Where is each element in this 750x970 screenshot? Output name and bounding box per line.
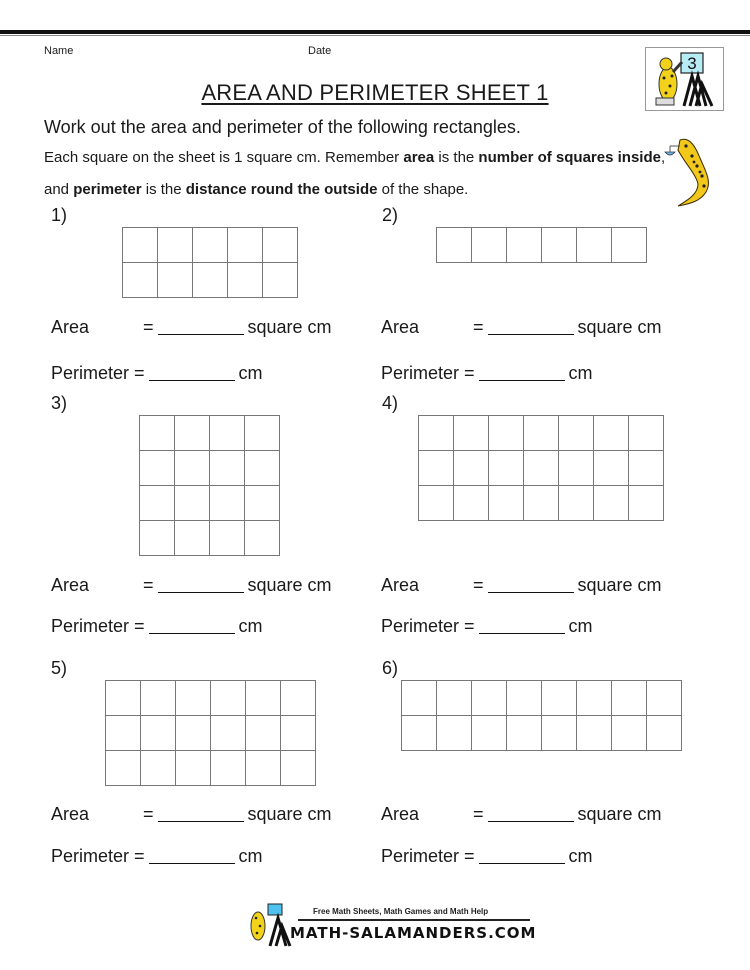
question-2-perimeter-line: Perimeter = cm xyxy=(381,363,593,383)
question-6-area-line: Area = square cm xyxy=(381,804,662,824)
grid-square xyxy=(629,416,664,451)
perimeter-label: Perimeter = xyxy=(381,846,475,866)
question-1-area-line: Area = square cm xyxy=(51,317,332,337)
instructions-intro: Work out the area and perimeter of the following rectangles. xyxy=(44,117,521,137)
question-5-number: 5) xyxy=(51,658,68,678)
grid-square xyxy=(176,681,211,716)
grid-square xyxy=(559,416,594,451)
footer-tagline: Free Math Sheets, Math Games and Math Help xyxy=(313,907,489,916)
grid-square xyxy=(507,681,542,716)
footer-mascot-icon xyxy=(246,902,292,948)
area-answer-blank[interactable] xyxy=(488,803,574,822)
grid-square xyxy=(594,486,629,521)
grid-square xyxy=(175,416,210,451)
question-6-perimeter-line: Perimeter = cm xyxy=(381,846,593,866)
grid-square xyxy=(454,416,489,451)
perimeter-answer-blank[interactable] xyxy=(149,362,235,381)
grid-square xyxy=(507,716,542,751)
grid-square xyxy=(245,451,280,486)
area-answer-blank[interactable] xyxy=(158,316,244,335)
grid-square xyxy=(577,681,612,716)
grid-square xyxy=(472,716,507,751)
perimeter-label: Perimeter = xyxy=(381,616,475,636)
grid-square xyxy=(594,416,629,451)
salamander-scales-icon xyxy=(662,134,718,208)
grid-square xyxy=(524,451,559,486)
question-2-area-line: Area = square cm xyxy=(381,317,662,337)
grid-square xyxy=(472,228,507,263)
grid-square xyxy=(542,716,577,751)
grid-square xyxy=(437,681,472,716)
grid-square xyxy=(629,486,664,521)
grid-square xyxy=(612,228,647,263)
grid-square xyxy=(141,681,176,716)
grid-square xyxy=(524,416,559,451)
footer-rule xyxy=(298,919,530,921)
grid-square xyxy=(577,228,612,263)
grid-square xyxy=(629,451,664,486)
question-1-perimeter-line: Perimeter = cm xyxy=(51,363,263,383)
grid-square xyxy=(594,451,629,486)
grid-square xyxy=(175,486,210,521)
area-answer-blank[interactable] xyxy=(488,574,574,593)
question-3-area-line: Area = square cm xyxy=(51,575,332,595)
grid-square xyxy=(402,681,437,716)
perimeter-answer-blank[interactable] xyxy=(479,362,565,381)
grid-square xyxy=(437,228,472,263)
grid-square xyxy=(210,486,245,521)
grid-square xyxy=(263,228,298,263)
grid-square xyxy=(176,751,211,786)
grid-square xyxy=(176,716,211,751)
question-6-number: 6) xyxy=(382,658,399,678)
grid-square xyxy=(454,486,489,521)
name-label: Name xyxy=(44,45,74,57)
grid-square xyxy=(246,716,281,751)
area-answer-blank[interactable] xyxy=(158,574,244,593)
grid-square xyxy=(228,228,263,263)
grid-square xyxy=(542,681,577,716)
grid-square xyxy=(210,416,245,451)
grid-square xyxy=(123,263,158,298)
grid-square xyxy=(245,416,280,451)
grid-square xyxy=(175,521,210,556)
area-answer-blank[interactable] xyxy=(158,803,244,822)
question-6-grid xyxy=(401,680,682,751)
grid-square xyxy=(246,681,281,716)
question-1-number: 1) xyxy=(51,205,68,225)
grid-square xyxy=(193,228,228,263)
question-3-number: 3) xyxy=(51,393,68,413)
grid-square xyxy=(210,451,245,486)
footer-brand-link[interactable]: MATH-SALAMANDERS.COM xyxy=(290,924,537,942)
grid-square xyxy=(245,486,280,521)
question-3-perimeter-line: Perimeter = cm xyxy=(51,616,263,636)
grid-square xyxy=(437,716,472,751)
question-2-grid xyxy=(436,227,647,263)
grid-square xyxy=(281,751,316,786)
grid-square xyxy=(141,716,176,751)
grid-square xyxy=(175,451,210,486)
grid-square xyxy=(489,416,524,451)
grid-square xyxy=(507,228,542,263)
grid-square xyxy=(140,416,175,451)
top-rule-thin xyxy=(0,35,750,36)
perimeter-answer-blank[interactable] xyxy=(149,845,235,864)
question-4-perimeter-line: Perimeter = cm xyxy=(381,616,593,636)
grid-square xyxy=(193,263,228,298)
grid-square xyxy=(106,751,141,786)
area-label: Area xyxy=(51,575,90,595)
question-5-grid xyxy=(105,680,316,786)
grid-square xyxy=(245,521,280,556)
area-label: Area xyxy=(381,804,420,824)
svg-text:3: 3 xyxy=(687,54,697,73)
instructions-note: Each square on the sheet is 1 square cm. Remember area is the number of squares inside, and perimeter is the distance round the outside of the shape. xyxy=(44,149,666,198)
grid-square xyxy=(542,228,577,263)
grid-square xyxy=(454,451,489,486)
grid-square xyxy=(141,751,176,786)
grid-square xyxy=(158,228,193,263)
question-5-perimeter-line: Perimeter = cm xyxy=(51,846,263,866)
grid-square xyxy=(158,263,193,298)
grid-square xyxy=(228,263,263,298)
grid-square xyxy=(140,521,175,556)
grid-square xyxy=(263,263,298,298)
page-title: AREA AND PERIMETER SHEET 1 xyxy=(201,80,549,105)
grid-square xyxy=(647,681,682,716)
grid-square xyxy=(419,416,454,451)
grid-square xyxy=(140,486,175,521)
perimeter-answer-blank[interactable] xyxy=(479,615,565,634)
grid-square xyxy=(559,486,594,521)
grid-square xyxy=(246,751,281,786)
grid-square xyxy=(577,716,612,751)
question-1-grid xyxy=(122,227,298,298)
grid-square xyxy=(472,681,507,716)
grid-square xyxy=(612,681,647,716)
area-label: Area xyxy=(51,804,90,824)
grid-square xyxy=(419,486,454,521)
question-4-grid xyxy=(418,415,664,521)
grid-square xyxy=(211,751,246,786)
grid-square xyxy=(123,228,158,263)
perimeter-label: Perimeter = xyxy=(51,616,145,636)
grid-square xyxy=(106,716,141,751)
area-label: Area xyxy=(51,317,90,337)
question-4-number: 4) xyxy=(382,393,399,413)
question-3-grid xyxy=(139,415,280,556)
question-2-number: 2) xyxy=(382,205,399,225)
grid-square xyxy=(281,716,316,751)
grid-square xyxy=(489,451,524,486)
grid-square xyxy=(647,716,682,751)
grid-square xyxy=(559,451,594,486)
area-label: Area xyxy=(381,575,420,595)
grid-square xyxy=(211,681,246,716)
area-answer-blank[interactable] xyxy=(488,316,574,335)
question-5-area-line: Area = square cm xyxy=(51,804,332,824)
perimeter-label: Perimeter = xyxy=(51,846,145,866)
grid-square xyxy=(281,681,316,716)
grid-square xyxy=(524,486,559,521)
area-label: Area xyxy=(381,317,420,337)
date-label: Date xyxy=(308,45,332,57)
grid-square xyxy=(140,451,175,486)
grid-square xyxy=(106,681,141,716)
grid-square xyxy=(612,716,647,751)
question-4-area-line: Area = square cm xyxy=(381,575,662,595)
grid-square xyxy=(489,486,524,521)
grid-square xyxy=(211,716,246,751)
perimeter-label: Perimeter = xyxy=(381,363,475,383)
top-rule xyxy=(0,30,750,34)
perimeter-answer-blank[interactable] xyxy=(149,615,235,634)
grid-square xyxy=(402,716,437,751)
perimeter-answer-blank[interactable] xyxy=(479,845,565,864)
grid-square xyxy=(210,521,245,556)
grid-square xyxy=(419,451,454,486)
perimeter-label: Perimeter = xyxy=(51,363,145,383)
